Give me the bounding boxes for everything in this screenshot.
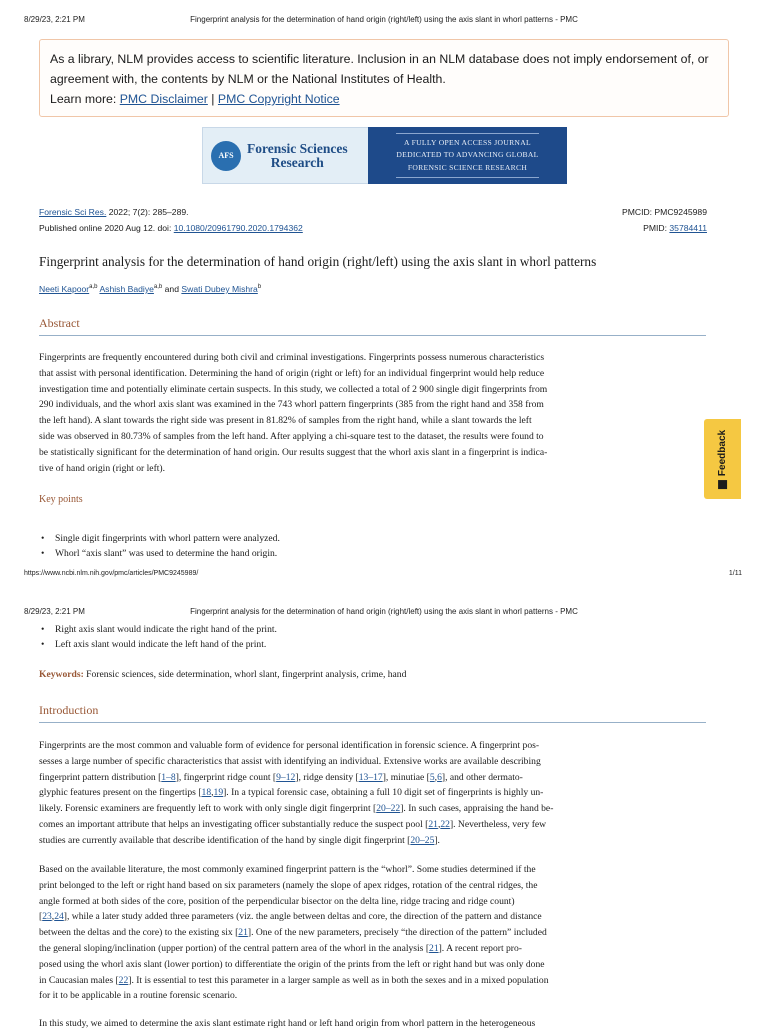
journal-logo-icon: AFS (211, 141, 241, 171)
reference-link[interactable]: 23 (42, 911, 52, 923)
notice-text: As a library, NLM provides access to scientific literature. Inclusion in an NLM database does not imply endorsement of, or agreement with, the contents by NLM or the National Institutes of Health. (50, 52, 709, 86)
abstract-line: Fingerprints are frequently encountered during both civil and criminal investigations. Fingerprints possess numerous characteristics (39, 352, 545, 363)
author-link[interactable]: Neeti Kapoor (39, 284, 90, 294)
list-item: • Left axis slant would indicate the left hand of the print. (39, 637, 277, 652)
reference-link[interactable]: 5 (429, 771, 435, 783)
nlm-notice-box (39, 39, 729, 117)
paragraph-line: Fingerprints are the most common and valuable form of evidence for personal identification in forensic science. A fingerprint pos- (39, 740, 540, 751)
published-line: Published online 2020 Aug 12. doi: 10.1080/20961790.2020.1794362 (39, 223, 303, 233)
key-points-heading: Key points (39, 494, 83, 505)
list-item: • Single digit fingerprints with whorl pattern were analyzed. (39, 531, 280, 546)
keywords-text: Forensic sciences, side determination, whorl slant, fingerprint analysis, crime, hand (83, 669, 407, 680)
abstract-line: the left hand). A slant towards the right side was present in 81.82% of samples from the right hand, while a slant towards the left (39, 415, 532, 427)
paragraph-line: the general sloping/inclination (upper portion) of the central pattern area of the whorl in the analysis [21]. A recent report pro- (39, 942, 522, 954)
author-link[interactable]: Ashish Badiye (99, 284, 154, 294)
reference-link[interactable]: 21 (429, 942, 439, 954)
abstract-line: 290 individuals, and the whorl axis slant was examined in the 743 whorl pattern fingerprints (385 from the right hand and 358 from (39, 399, 544, 411)
pmid-link[interactable]: 35784411 (669, 223, 707, 233)
pmc-disclaimer-link[interactable]: PMC Disclaimer (119, 92, 208, 106)
paragraph-line: Based on the available literature, the most commonly examined fingerprint pattern is the “whorl”. Some studies determined if the (39, 864, 536, 875)
abstract-line: tive of hand origin (right or left). (39, 462, 166, 474)
keywords-label: Keywords: (39, 669, 84, 680)
doi-link[interactable]: 10.1080/20961790.2020.1794362 (173, 223, 303, 233)
reference-link[interactable]: 22 (118, 974, 129, 986)
citation-line: Forensic Sci Res. 2022; 7(2): 285–289. (39, 207, 189, 217)
paragraph-line: posed using the whorl axis slant (lower portion) to differentiate the origin of the prints from the left or right hand but was only done (39, 958, 545, 970)
feedback-icon (718, 480, 727, 489)
author-list: Neeti Kapoor$^{a,b}$ Ashish Badiye$^{a,b}$ and Swati Dubey Mishra$^b$ (39, 284, 262, 294)
introduction-heading: Introduction (39, 703, 706, 723)
abstract-line: side was observed in 80.73% of samples from the left hand. After applying a chi-square test to the dataset, the results were found to (39, 430, 544, 442)
paragraph-line: comes an important attribute that helps an investigating officer substantially reduce the suspect pool [21,22]. Nevertheless, very few (39, 818, 547, 830)
print-date: 8/29/23, 2:21 PM (24, 15, 85, 24)
reference-link[interactable]: 21 (428, 818, 438, 830)
journal-tagline: A FULLY OPEN ACCESS JOURNAL DEDICATED TO ADVANCING GLOBAL FORENSIC SCIENCE RESEARCH (396, 133, 538, 179)
paragraph-line: glyphic features present on the fingertips [18,19]. In a typical forensic case, obtaining a full 10 digit set of fingerprints is highly un- (39, 787, 544, 799)
intro-paragraph-2 (39, 862, 706, 1004)
key-points-list-page1 (39, 531, 280, 561)
journal-link[interactable]: Forensic Sci Res. (39, 207, 107, 217)
paragraph-line: fingerprint pattern distribution [1–8], fingerprint ridge count [9–12], ridge density [13–17], minutiae [5,6], and other dermato- (39, 771, 523, 783)
paragraph-line: between the deltas and the core) to the existing six [21]. One of the new parameters, precisely “the direction of the pattern” included (39, 927, 547, 939)
reference-link[interactable]: 20–22 (376, 803, 401, 815)
abstract-line: be statistically significant for the determination of hand origin. Our results suggest that the whorl axis slant in a fingerprint is indica- (39, 446, 548, 458)
list-item: • Right axis slant would indicate the right hand of the print. (39, 622, 277, 637)
intro-paragraph-1 (39, 738, 706, 849)
reference-link[interactable]: 21 (238, 927, 248, 939)
reference-link[interactable]: 6 (437, 771, 442, 783)
journal-name: Forensic Sciences Research (247, 140, 348, 170)
abstract-line: investigation time and potentially eliminate certain suspects. In this study, we collected a total of 2 900 single digit fingerprints from (39, 383, 548, 395)
reference-link[interactable]: 24 (54, 911, 64, 923)
list-item: • Whorl “axis slant” was used to determine the hand origin. (39, 546, 280, 561)
print-date: 8/29/23, 2:21 PM (24, 607, 85, 616)
reference-link[interactable]: 22 (440, 818, 450, 830)
intro-paragraph-3: In this study, we aimed to determine the axis slant estimate right hand or left hand origin from whorl pattern in the heterogeneous (39, 1018, 536, 1029)
paragraph-line: for it to be applicable in a routine forensic scenario. (39, 990, 238, 1002)
print-url: https://www.ncbi.nlm.nih.gov/pmc/articles/PMC9245989/ (24, 570, 199, 577)
paragraph-line: [23,24], while a later study added three parameters (viz. the angle between deltas and core, the direction of the pattern and distance (39, 911, 542, 923)
print-title: Fingerprint analysis for the determination of hand origin (right/left) using the axis slant in whorl patterns - PMC (190, 607, 578, 616)
abstract-heading: Abstract (39, 316, 706, 336)
keywords (39, 669, 406, 680)
article-title: Fingerprint analysis for the determination of hand origin (right/left) using the axis slant in whorl patterns (39, 254, 597, 269)
reference-link[interactable]: 20–25 (410, 834, 435, 846)
notice-learn-more: Learn more: PMC Disclaimer | PMC Copyright Notice (50, 92, 340, 106)
reference-link[interactable]: 13–17 (358, 771, 383, 783)
pmcid: PMCID: PMC9245989 (621, 207, 707, 217)
journal-banner[interactable] (202, 127, 567, 184)
abstract-paragraph (39, 350, 706, 476)
paragraph-line: print belonged to the left or right hand based on six parameters (namely the slope of apex ridges, rotation of the central ridges, the (39, 879, 538, 891)
paragraph-line: angle formed at both sides of the core, position of the perpendicular bisector on the delta line, ridge tracing and ridge count) (39, 895, 515, 907)
author-link[interactable]: Swati Dubey Mishra (181, 284, 258, 294)
reference-link[interactable]: 19 (213, 787, 224, 799)
feedback-button[interactable]: Feedback (704, 419, 741, 499)
abstract-line: that assist with personal identification. Determining the hand of origin (right or left) for an individual fingerprint would help reduce (39, 367, 545, 379)
key-points-list-page2 (39, 622, 277, 652)
paragraph-line: sesses a large number of specific characteristics that assist with identifying an individual. Extensive works are available describing (39, 755, 541, 767)
paragraph-line: studies are currently available that describe identification of the hand by single digit fingerprint [20–25]. (39, 834, 440, 846)
paragraph-line: likely. Forensic examiners are frequently left to work with only single digit fingerprint [20–22]. In such cases, appraising the hand be- (39, 803, 554, 815)
pmid-line: PMID: 35784411 (643, 223, 707, 233)
paragraph-line: in Caucasian males [22]. It is essential to test this parameter in a larger sample as well as in both the sexes and in a mixed population (39, 974, 549, 986)
reference-link[interactable]: 1–8 (161, 771, 176, 783)
pmc-copyright-link[interactable]: PMC Copyright Notice (217, 92, 340, 106)
print-title: Fingerprint analysis for the determination of hand origin (right/left) using the axis slant in whorl patterns - PMC (190, 15, 578, 24)
reference-link[interactable]: 18 (201, 787, 212, 799)
reference-link[interactable]: 9–12 (276, 771, 296, 783)
print-page-number: 1/11 (728, 570, 742, 577)
